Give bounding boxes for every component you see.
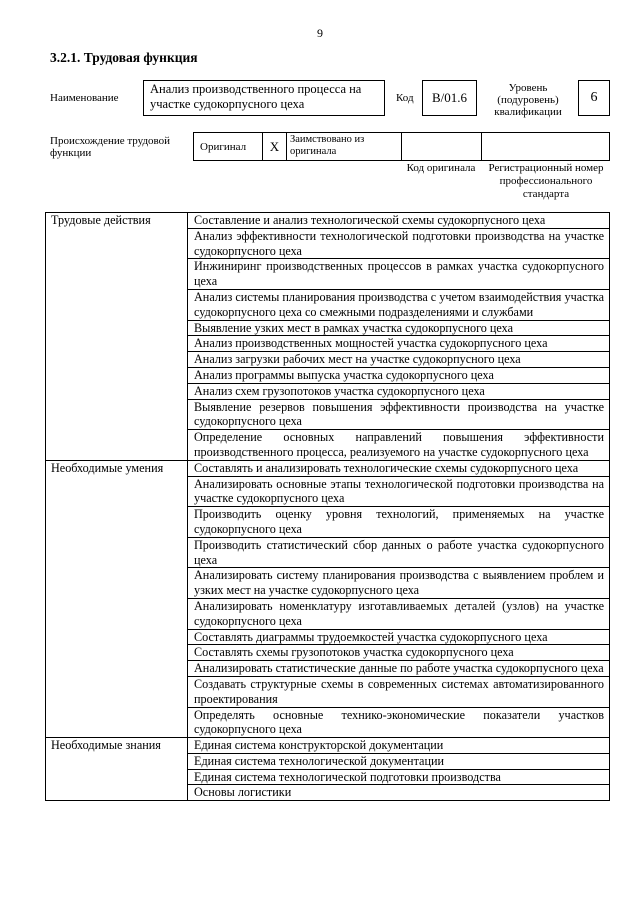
group-item: Единая система технологической подготовки производства — [188, 769, 610, 785]
group-item: Анализ загрузки рабочих мест на участке судокорпусного цеха — [188, 352, 610, 368]
group-item: Выявление резервов повышения эффективности производства на участке судокорпусного цеха — [188, 399, 610, 430]
group-title: Необходимые знания — [46, 738, 188, 801]
group-item: Единая система технологической документации — [188, 753, 610, 769]
name-value-box: Анализ производственного процесса на участке судокорпусного цеха — [143, 80, 385, 116]
function-table — [45, 212, 610, 801]
original-label: Оригинал — [194, 133, 263, 160]
group-item: Составлять схемы грузопотоков участка судокорпусного цеха — [188, 645, 610, 661]
origin-code-cell — [402, 133, 482, 160]
page-number: 9 — [317, 26, 323, 40]
table-row — [46, 213, 610, 229]
group-item: Анализ программы выпуска участка судокорпусного цеха — [188, 367, 610, 383]
group-item: Анализировать систему планирования производства с выявлением проблем и узких мест на участке судокорпусного цеха — [188, 568, 610, 599]
level-label: Уровень (подуровень) квалификации — [494, 82, 562, 118]
group-item: Производить статистический сбор данных о работе участка судокорпусного цеха — [188, 537, 610, 568]
group-item: Анализировать основные этапы технологической подготовки производства на участке судокорпусного цеха — [188, 476, 610, 507]
group-item: Анализ системы планирования производства с учетом взаимодействия участка судокорпусного цеха со смежными подразделениями и службами — [188, 289, 610, 320]
group-item: Составлять диаграммы трудоемкостей участка судокорпусного цеха — [188, 629, 610, 645]
group-item: Анализ схем грузопотоков участка судокорпусного цеха — [188, 383, 610, 399]
group-title: Трудовые действия — [46, 213, 188, 461]
group-item: Создавать структурные схемы в современных системах автоматизированного проектирования — [188, 676, 610, 707]
group-item: Анализ эффективности технологической подготовки производства на участке судокорпусного цеха — [188, 228, 610, 259]
reg-caption: Регистрационный номер профессионального стандарта — [488, 162, 604, 200]
code-caption: Код оригинала — [406, 162, 476, 174]
original-mark: X — [263, 133, 287, 160]
group-item: Инжиниринг производственных процессов в рамках участка судокорпусного цеха — [188, 259, 610, 290]
borrowed-label: Заимствовано из оригинала — [287, 133, 402, 160]
group-item: Производить оценку уровня технологий, применяемых на участке судокорпусного цеха — [188, 507, 610, 538]
origin-grid — [193, 132, 610, 161]
group-item: Составлять и анализировать технологические схемы судокорпусного цеха — [188, 460, 610, 476]
section-title: 3.2.1. Трудовая функция — [50, 50, 198, 65]
name-label: Наименование — [50, 92, 119, 104]
group-item: Выявление узких мест в рамках участка судокорпусного цеха — [188, 320, 610, 336]
origin-reg-cell — [482, 133, 609, 160]
group-item: Составление и анализ технологической схемы судокорпусного цеха — [188, 213, 610, 229]
group-item: Определять основные технико-экономические показатели участков судокорпусного цеха — [188, 707, 610, 738]
level-value-box: 6 — [578, 80, 610, 116]
group-item: Определение основных направлений повышения эффективности производственного процесса, реализуемого на участке судокорпусного цеха — [188, 430, 610, 461]
group-title: Необходимые умения — [46, 460, 188, 737]
group-item: Основы логистики — [188, 785, 610, 801]
group-item: Анализировать номенклатуру изготавливаемых деталей (узлов) на участке судокорпусного цеха — [188, 598, 610, 629]
code-label: Код — [396, 92, 414, 104]
origin-label: Происхождение трудовой функции — [50, 135, 171, 159]
group-item: Единая система конструкторской документации — [188, 738, 610, 754]
code-value-box: B/01.6 — [422, 80, 477, 116]
table-row — [46, 738, 610, 754]
group-item: Анализ производственных мощностей участка судокорпусного цеха — [188, 336, 610, 352]
group-item: Анализировать статистические данные по работе участка судокорпусного цеха — [188, 661, 610, 677]
table-row — [46, 460, 610, 476]
